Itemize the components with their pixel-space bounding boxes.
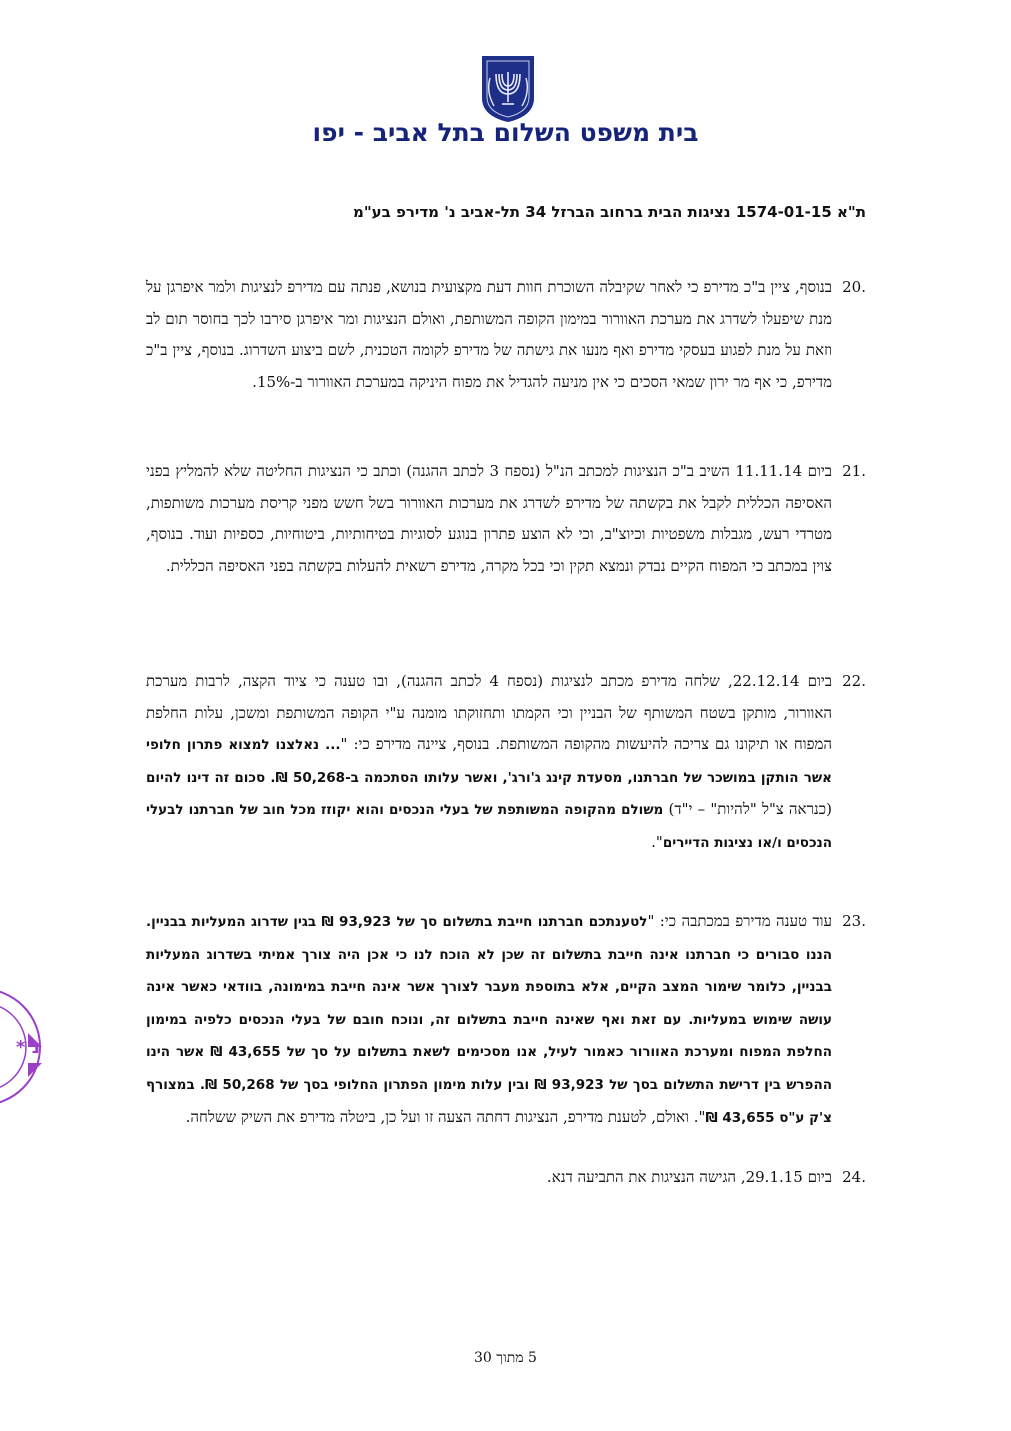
case-title: ת"א 1574-01-15 נציגות הבית ברחוב הברזל 34 תל-אביב נ' מדירפ בע"מ bbox=[353, 203, 866, 221]
paragraph-number: 21. bbox=[842, 462, 866, 480]
paragraph-number: 22. bbox=[842, 672, 866, 690]
paragraph-number: 20. bbox=[842, 278, 866, 296]
quoted-text: ... נאלצנו למצוא פתרון חלופי אשר הותקן במושכר של חברתנו, מסעדת קינג ג'ורג', ואשר עלותו הסתכמה ב-50,268 ₪. סכום זה דינו להיום bbox=[146, 737, 832, 786]
paragraph-20 bbox=[146, 272, 866, 398]
page-number: 5 מתוך 30 bbox=[474, 1350, 537, 1366]
paragraph-number: 24. bbox=[842, 1168, 866, 1186]
paragraph-text: ". bbox=[651, 832, 663, 851]
stamp-glyphs: * נ bbox=[16, 1037, 40, 1058]
paragraph-21 bbox=[146, 456, 866, 582]
quoted-text: לטענתכם חברתנו חייבת בתשלום סך של 93,923 ₪ בגין שדרוג המעליות בבניין. הננו סבורים כי חברתנו אינה חייבת בתשלום זה שכן לא הוכח לנו כי אכן היה צורך אמיתי בשדרוג המעליות בבניין, כלומר שימור המצב הקיים, אלא בתוספת מעבר לצורך אשר אינה חייבת במימונה, בוודאי כאשר אינה עושה שימוש במעליות. עם זאת ואף שאינה חייבת בתשלום זה, ונוכח חובם של בעלי הנכסים כלפיה במימון החלפת המפוח ומערכת האוורור כאמור לעיל, אנו מסכימים לשאת בתשלום על סך של 43,655 ₪ אשר הינו ההפרש בין דרישת התשלום בסך של 93,923 ₪ ובין עלות מימון הפתרון החלופי בסך של 50,268 ₪. במצורף צ'ק ע"ס 43,655 ₪ bbox=[146, 914, 832, 1126]
paragraph-24 bbox=[146, 1162, 866, 1194]
paragraph-text: ביום 22.12.14, שלחה מדירפ מכתב לנציגות (נספח 4 לכתב ההגנה), ובו טענה כי ציוד הקצה, לרבות מערכת האוורור, מותקן בשטח המשותף של הבניין וכי הקמתו ותחזוקתו מומנה ע"י הקופה המשותפת ומשכן, עלות החלפת המפוח או תיקונו גם צריכה להיעשות מהקופה המשותפת. בנוסף, ציינה מדירפ כי: " bbox=[146, 672, 832, 754]
paragraph-text: ". ואולם, לטענת מדירפ, הנציגות דחתה הצעה זו ועל כן, ביטלה מדירפ את השיק ששלחה. bbox=[185, 1107, 706, 1126]
paragraph-text: עוד טענה מדירפ במכתבה כי: " bbox=[647, 912, 832, 930]
paragraph-text: ביום 11.11.14 השיב ב"כ הנציגות למכתב הנ"ל (נספח 3 לכתב ההגנה) וכתב כי הנציגות החליטה שלא להמליץ בפני האסיפה הכללית לקבל את בקשתה של מדירפ לשדרג את מערכות האוורור בשל חשש מפני קריסת מערכות משותפות, מטרדי רעש, מגבלות משפטיות וכיוצ"ב, וכי לא הוצע פתרון בנוגע לסוגיות בטיחותיות, ביטוחיות, כספיות ועוד. בנוסף, צוין במכתב כי המפוח הקיים נבדק ונמצא תקין וכי בכל מקרה, מדירפ רשאית להעלות בקשתה בפני האסיפה הכללית. bbox=[146, 462, 832, 575]
paragraph-text: ביום 29.1.15, הגישה הנציגות את התביעה דנא. bbox=[546, 1168, 832, 1186]
paragraph-22 bbox=[146, 666, 866, 860]
quoted-text: משולם מהקופה המשותפת של בעלי הנכסים והוא יקוזז מכל חוב של חברתנו לבעלי הנכסים ו/או נציגות הדיירים bbox=[146, 802, 832, 851]
court-name: בית משפט השלום בתל אביב - יפו bbox=[312, 118, 699, 147]
paragraph-23 bbox=[146, 906, 866, 1134]
partial-stamp-icon bbox=[0, 985, 45, 1110]
paragraph-text: (כנראה צ"ל "להיות" – י"ד) bbox=[663, 800, 832, 819]
paragraph-text: בנוסף, ציין ב"כ מדירפ כי לאחר שקיבלה השוכרת חוות דעת מקצועית בנושא, פנתה עם מדירפ לנציגות ולמר איפרגן על מנת שיפעלו לשדרג את מערכת האוורור במימון הקופה המשותפת, ואולם הנציגות ומר איפרגן סירבו לכך בחוסר תום לב וזאת על מנת לפגוע בעסקי מדירפ ואף מנעו את גישתה של מדירפ לקומה הטכנית, לשם ביצוע השדרוג. בנוסף, ציין ב"כ מדירפ, כי אף מר ירון שמאי הסכים כי אין מניעה להגדיל את מפוח היניקה במערכת האוורור ב-15%. bbox=[146, 278, 832, 391]
state-emblem-icon bbox=[478, 52, 538, 124]
paragraph-number: 23. bbox=[842, 912, 866, 930]
